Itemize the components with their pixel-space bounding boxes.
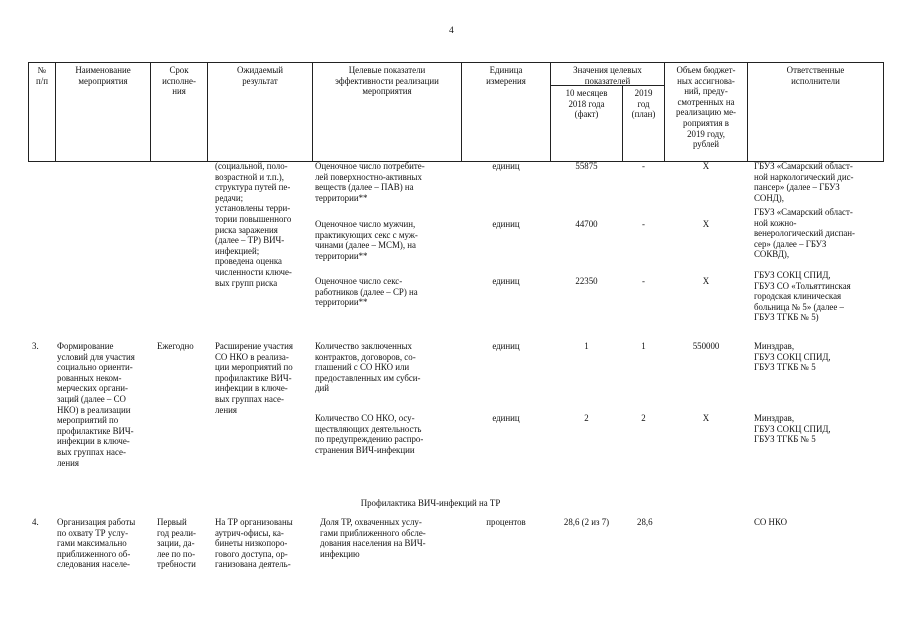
indicator-cell: Количество СО НКО, осу- ществляющих деятельность по предупреждению распро- странения ВИЧ-инфекции: [315, 413, 424, 455]
unit-cell: единиц: [492, 219, 520, 229]
responsible-cell: ГБУЗ СОКЦ СПИД, ГБУЗ СО «Тольяттинская городская клиническая больница № 5» (далее – ГБУЗ ТГКБ № 5): [754, 270, 851, 323]
responsible-cell: ГБУЗ «Самарский област- ной наркологический дис- пансер» (далее – ГБУЗ СОНД),: [754, 161, 854, 203]
header-num: № п/п: [36, 65, 48, 86]
row4-term: Первый год реали- зации, да- лее по по- требности: [157, 517, 196, 570]
section-title: Профилактика ВИЧ-инфекций на ТР: [360, 498, 501, 508]
indicator-cell: Оценочное число потребите- лей поверхностно-активных веществ (далее – ПАВ) на территории**: [315, 161, 425, 203]
value-2019-cell: 1: [641, 341, 646, 351]
responsible-cell: ГБУЗ «Самарский област- ной кожно- венерологический диспан- сер» (далее – ГБУЗ СОКВД),: [754, 207, 855, 260]
value-2018-cell: 22350: [575, 276, 598, 286]
row3-result: Расширение участия СО НКО в реализа- ции мероприятий по профилактике ВИЧ- инфекции в ключе- вых группах насе- ления: [215, 341, 293, 415]
indicator-cell: Оценочное число секс- работников (далее – СР) на территории**: [315, 276, 418, 308]
budget-cell: 550000: [692, 341, 720, 351]
row3-name: Формирование условий для участия социально ориенти- рованных неком- мерческих органи- заций (далее – СО НКО) в реализации мероприятий по профилактике ВИЧ- инфекции в ключе- вых группах насе- ления: [57, 341, 135, 468]
indicator-cell: Доля ТР, охваченных услу- гами приближенного обсле- дования населения на ВИЧ- инфекцию: [320, 517, 426, 559]
header-indicators: Целевые показатели эффективности реализации мероприятия: [335, 65, 439, 97]
table-top-border: [28, 62, 883, 63]
value-2019-cell: -: [642, 276, 645, 286]
budget-cell: Х: [702, 219, 710, 229]
value-2018-cell: 28,6 (2 из 7): [563, 517, 610, 527]
header-unit: Единица измерения: [486, 65, 526, 86]
value-2019-cell: -: [642, 219, 645, 229]
header-term: Срок исполне- ния: [162, 65, 196, 97]
value-2018-cell: 1: [584, 341, 589, 351]
header-responsible: Ответственные исполнители: [786, 65, 845, 86]
row3-num: 3.: [32, 341, 39, 351]
value-2018-cell: 44700: [575, 219, 598, 229]
budget-cell: Х: [702, 413, 710, 423]
page-number: 4: [449, 26, 454, 36]
budget-cell: Х: [702, 276, 710, 286]
value-2018-cell: 55875: [575, 161, 598, 171]
unit-cell: единиц: [492, 276, 520, 286]
col-border: [883, 62, 884, 162]
value-2019-cell: -: [642, 161, 645, 171]
header-budget: Объем бюджет- ных ассигнова- ний, преду- смотренных на реализацию ме- роприятия в 2019 году, рублей: [676, 65, 736, 150]
responsible-cell: СО НКО: [754, 517, 788, 527]
unit-cell: единиц: [492, 341, 520, 351]
responsible-cell: Минздрав, ГБУЗ СОКЦ СПИД, ГБУЗ ТГКБ № 5: [754, 341, 831, 373]
header-values-2018: 10 месяцев 2018 года (факт): [565, 88, 608, 120]
header-values-2019: 2019 год (план): [631, 88, 656, 120]
row4-num: 4.: [32, 517, 39, 527]
unit-cell: процентов: [486, 517, 526, 527]
budget-cell: Х: [702, 161, 710, 171]
indicator-cell: Количество заключенных контрактов, договоров, со- глашений с СО НКО или предоставленных им субси- дий: [315, 341, 421, 394]
header-result: Ожидаемый результат: [236, 65, 283, 86]
row3-term: Ежегодно: [157, 341, 194, 351]
header-name: Наименование мероприятия: [75, 65, 131, 86]
responsible-cell: Минздрав, ГБУЗ СОКЦ СПИД, ГБУЗ ТГКБ № 5: [754, 413, 831, 445]
unit-cell: единиц: [492, 413, 520, 423]
indicator-cell: Оценочное число мужчин, практикующих секс с муж- чинами (далее – МСМ), на территории**: [315, 219, 418, 261]
unit-cell: единиц: [492, 161, 520, 171]
header-values: Значения целевых показателей: [573, 65, 642, 86]
value-2018-cell: 2: [584, 413, 589, 423]
row4-name: Организация работы по охвату ТР услу- гами максимально приближенного об- следования населе-: [57, 517, 136, 570]
cont-result: (социальной, поло- возрастной и т.п.), структура путей пе- редачи; установлены терри- тории повышенного риска заражения (далее – ТР) ВИЧ- инфекцией; проведена оценка численности ключе- вых групп риска: [215, 161, 292, 288]
value-2019-cell: 28,6: [637, 517, 653, 527]
value-2019-cell: 2: [641, 413, 646, 423]
row4-result: На ТР организованы аутрич-офисы, ка- бинеты низкопоро- гового доступа, ор- ганизована деятель-: [215, 517, 293, 570]
